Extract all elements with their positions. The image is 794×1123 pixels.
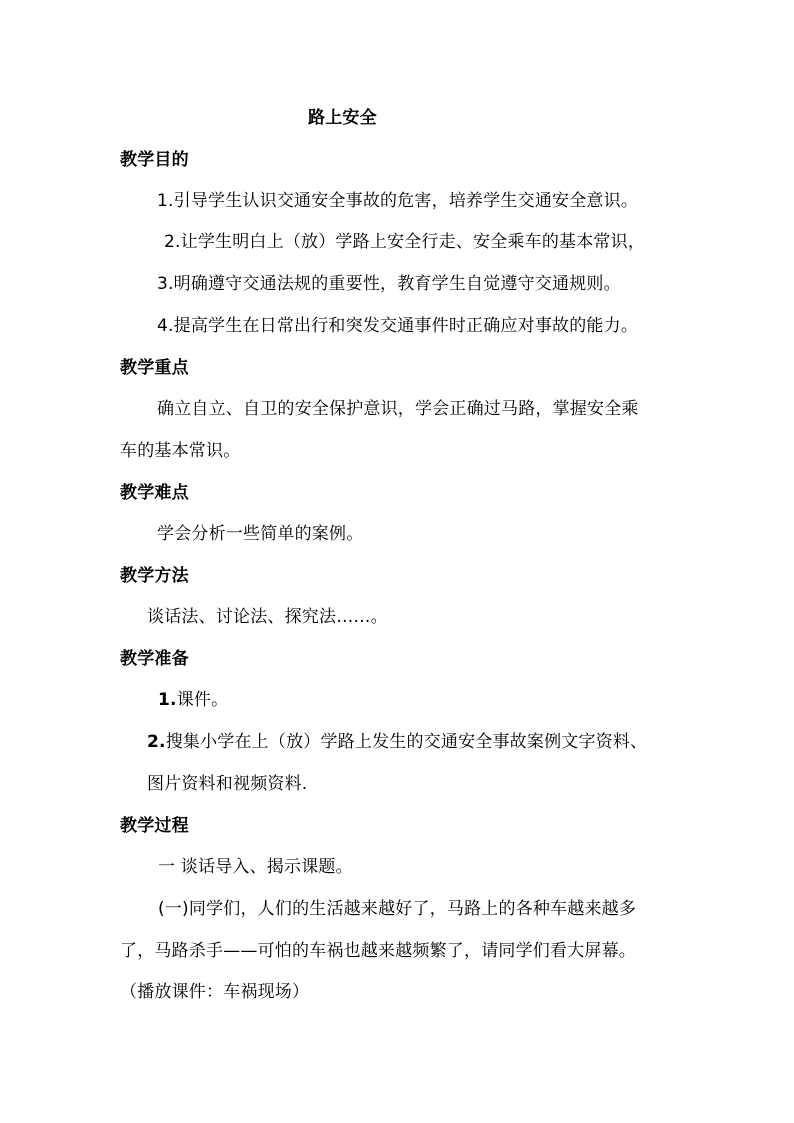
- key-points-line-2: 车的基本常识。: [120, 441, 241, 461]
- process-line-2: (一)同学们，人们的生活越来越好了，马路上的各种车越来越多: [158, 899, 637, 919]
- preparation-item-2-text: 搜集小学在上（放）学路上发生的交通安全事故案例文字资料、: [165, 732, 648, 752]
- process-line-4: （播放课件：车祸现场）: [120, 982, 310, 1002]
- section-heading-methods: 教学方法: [120, 566, 189, 586]
- preparation-item-1: [158, 690, 228, 710]
- objective-item-2: 2.让学生明白上（放）学路上安全行走、安全乘车的基本常识，: [164, 232, 646, 252]
- objective-item-1: 1.引导学生认识交通安全事故的危害，培养学生交通安全意识。: [157, 191, 639, 211]
- section-heading-difficulties: 教学难点: [120, 483, 189, 503]
- section-heading-process: 教学过程: [120, 816, 189, 836]
- preparation-continuation: 图片资料和视频资料.: [147, 774, 308, 794]
- document-title: 路上安全: [308, 108, 377, 128]
- preparation-item-2-number: 2.: [147, 732, 166, 752]
- difficulties-line-1: 学会分析一些简单的案例。: [157, 524, 364, 544]
- key-points-line-1: 确立自立、自卫的安全保护意识，学会正确过马路，掌握安全乘: [157, 399, 639, 419]
- process-line-3: 了，马路杀手——可怕的车祸也越来越频繁了，请同学们看大屏幕。: [120, 941, 636, 961]
- preparation-item-2: [147, 732, 647, 752]
- preparation-item-1-text: 课件。: [176, 690, 229, 710]
- section-heading-key-points: 教学重点: [120, 358, 189, 378]
- section-heading-preparation: 教学准备: [120, 649, 189, 669]
- objective-item-4: 4.提高学生在日常出行和突发交通事件时正确应对事故的能力。: [157, 316, 639, 336]
- preparation-item-1-number: 1.: [158, 690, 177, 710]
- process-line-1: 一 谈话导入、揭示课题。: [158, 857, 353, 877]
- section-heading-objectives: 教学目的: [120, 150, 189, 170]
- methods-line-1: 谈话法、讨论法、探究法……。: [147, 607, 388, 627]
- objective-item-3: 3.明确遵守交通法规的重要性，教育学生自觉遵守交通规则。: [157, 274, 621, 294]
